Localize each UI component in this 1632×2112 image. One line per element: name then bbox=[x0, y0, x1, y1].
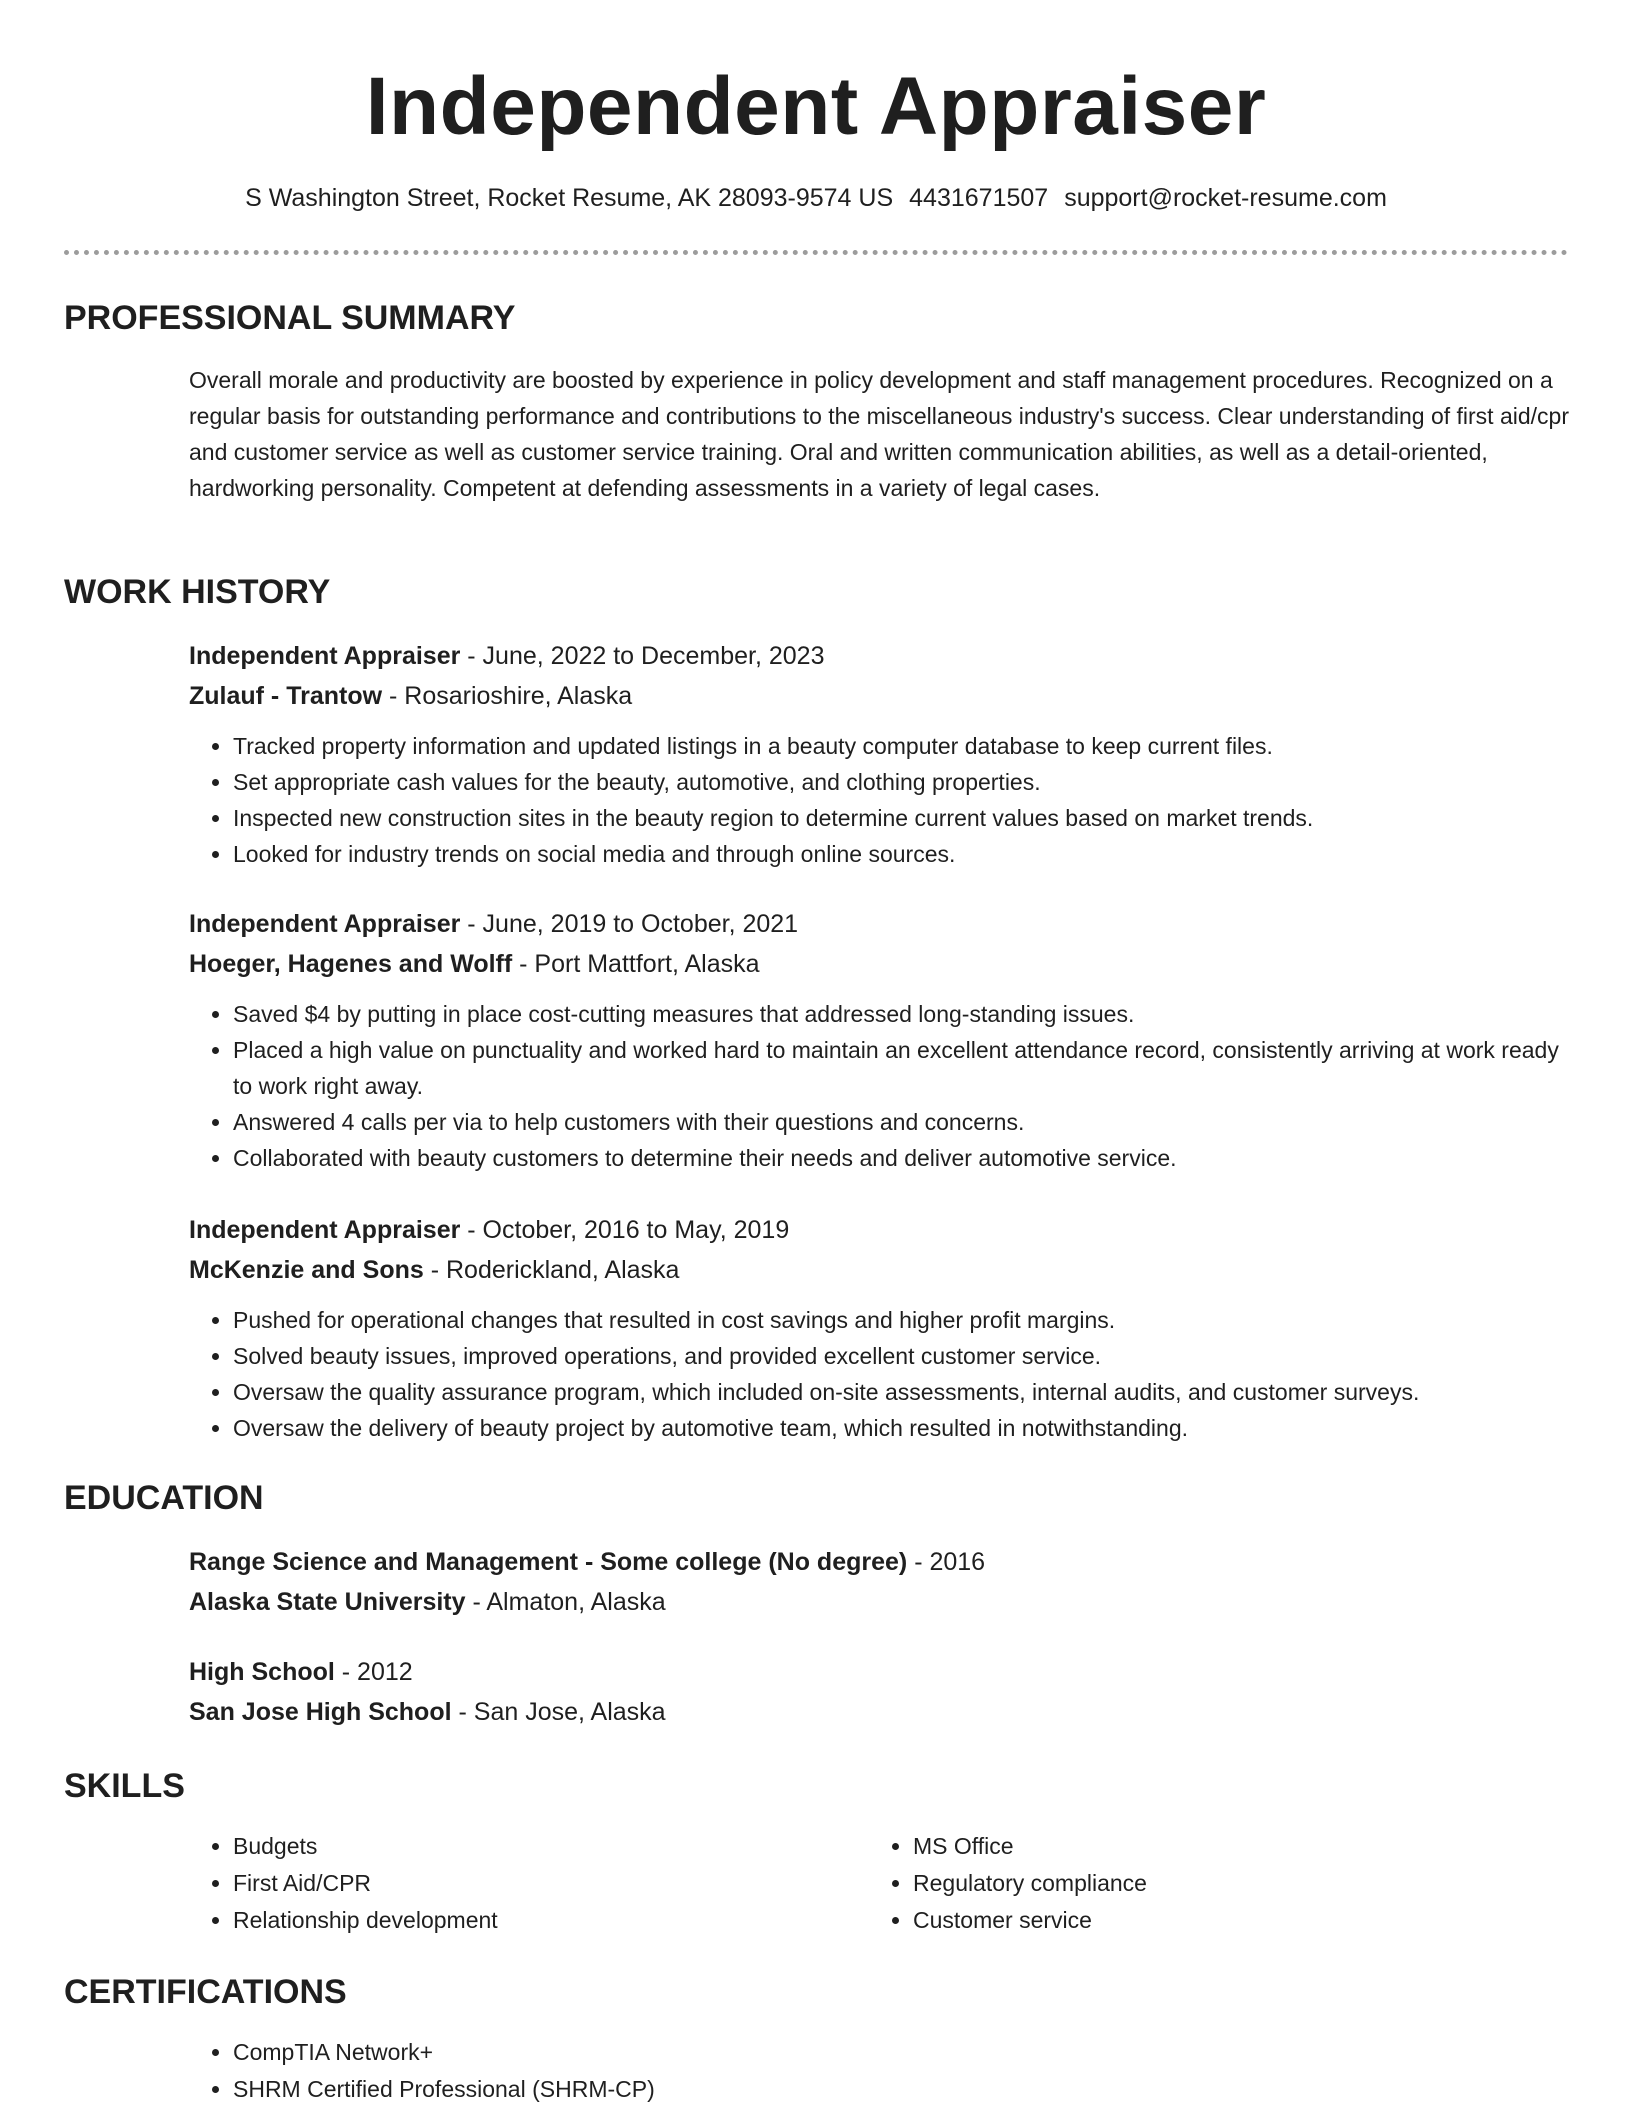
certification-item: • CompTIA Network+ bbox=[233, 2034, 1569, 2071]
section-heading-skills: SKILLS bbox=[64, 1767, 185, 1805]
job-title: Independent Appraiser bbox=[189, 910, 461, 938]
summary-text: Overall morale and productivity are boosted by experience in policy development and staff management procedures. Recognized on a regular basis for outstanding performance and contributions to the miscellaneous industry's success. Clear understanding of first aid/cpr and customer service as well as customer service training. Oral and written communication abilities, as well as a detail-oriented, hardworking personality. Competent at defending assessments in a variety of legal cases. bbox=[189, 367, 1569, 501]
resume-title: Independent Appraiser bbox=[365, 61, 1267, 152]
skill-item: • Customer service bbox=[913, 1902, 1533, 1939]
job-location: - Port Mattfort, Alaska bbox=[512, 950, 760, 978]
job-bullet: • Solved beauty issues, improved operations, and provided excellent customer service. bbox=[233, 1338, 1569, 1374]
job-title-line bbox=[189, 904, 1569, 944]
certifications-list bbox=[189, 2034, 1569, 2108]
skill-item: • Regulatory compliance bbox=[913, 1865, 1533, 1902]
education-entry bbox=[189, 1652, 1569, 1732]
job-bullet: • Inspected new construction sites in the beauty region to determine current values based on market trends. bbox=[233, 800, 1569, 836]
contact-line bbox=[0, 180, 1632, 216]
job-company-line bbox=[189, 676, 1569, 716]
job-bullet: • Tracked property information and updated listings in a beauty computer database to keep current files. bbox=[233, 728, 1569, 764]
skills-column-left bbox=[189, 1828, 853, 1939]
education-school-line bbox=[189, 1692, 1569, 1732]
skill-item: • Relationship development bbox=[233, 1902, 853, 1939]
job-bullet: • Placed a high value on punctuality and worked hard to maintain an excellent attendance record, consistently arriving at work ready to work right away. bbox=[233, 1032, 1569, 1104]
section-heading-certifications: CERTIFICATIONS bbox=[64, 1973, 347, 2011]
job-company-line bbox=[189, 1250, 1569, 1290]
section-heading-education: EDUCATION bbox=[64, 1479, 264, 1517]
education-school-line bbox=[189, 1582, 1569, 1622]
education-degree: Range Science and Management - Some college (No degree) bbox=[189, 1548, 908, 1576]
education-school: Alaska State University bbox=[189, 1588, 466, 1616]
job-bullet: • Oversaw the quality assurance program, which included on-site assessments, internal audits, and customer surveys. bbox=[233, 1374, 1569, 1410]
education-school: San Jose High School bbox=[189, 1698, 452, 1726]
job-entry bbox=[189, 636, 1569, 872]
job-location: - Rosarioshire, Alaska bbox=[382, 682, 633, 710]
contact-phone: 4431671507 bbox=[909, 184, 1049, 212]
section-heading-work: WORK HISTORY bbox=[64, 573, 331, 611]
job-bullet: • Answered 4 calls per via to help customers with their questions and concerns. bbox=[233, 1104, 1569, 1140]
job-company: Zulauf - Trantow bbox=[189, 682, 383, 710]
education-degree: High School bbox=[189, 1658, 335, 1686]
job-bullet: • Collaborated with beauty customers to determine their needs and deliver automotive service. bbox=[233, 1140, 1569, 1176]
certifications-bullets bbox=[189, 2034, 1569, 2108]
job-entry bbox=[189, 904, 1569, 1176]
job-bullet: • Set appropriate cash values for the beauty, automotive, and clothing properties. bbox=[233, 764, 1569, 800]
education-year: - 2012 bbox=[334, 1658, 413, 1686]
job-dates: - June, 2019 to October, 2021 bbox=[460, 910, 799, 938]
contact-address: S Washington Street, Rocket Resume, AK 28093-9574 US bbox=[245, 184, 894, 212]
job-title: Independent Appraiser bbox=[189, 642, 461, 670]
education-location: - San Jose, Alaska bbox=[451, 1698, 666, 1726]
education-year: - 2016 bbox=[907, 1548, 986, 1576]
job-title: Independent Appraiser bbox=[189, 1216, 461, 1244]
header-divider bbox=[64, 250, 1568, 255]
section-heading-summary: PROFESSIONAL SUMMARY bbox=[64, 299, 516, 337]
education-degree-line bbox=[189, 1542, 1569, 1582]
job-bullets bbox=[189, 996, 1569, 1176]
job-entry bbox=[189, 1210, 1569, 1446]
job-dates: - October, 2016 to May, 2019 bbox=[460, 1216, 790, 1244]
certification-item: • SHRM Certified Professional (SHRM-CP) bbox=[233, 2071, 1569, 2108]
job-title-line bbox=[189, 1210, 1569, 1250]
skill-item: • MS Office bbox=[913, 1828, 1533, 1865]
education-location: - Almaton, Alaska bbox=[465, 1588, 666, 1616]
skill-item: • Budgets bbox=[233, 1828, 853, 1865]
job-company: McKenzie and Sons bbox=[189, 1256, 424, 1284]
contact-email: support@rocket-resume.com bbox=[1064, 184, 1387, 212]
job-dates: - June, 2022 to December, 2023 bbox=[460, 642, 825, 670]
education-entry bbox=[189, 1542, 1569, 1622]
job-bullets bbox=[189, 728, 1569, 872]
job-bullet: • Saved $4 by putting in place cost-cutting measures that addressed long-standing issues. bbox=[233, 996, 1569, 1032]
education-degree-line bbox=[189, 1652, 1569, 1692]
skills-column-right bbox=[869, 1828, 1533, 1939]
job-company-line bbox=[189, 944, 1569, 984]
job-bullet: • Pushed for operational changes that resulted in cost savings and higher profit margins. bbox=[233, 1302, 1569, 1338]
job-bullet: • Oversaw the delivery of beauty project by automotive team, which resulted in notwithstanding. bbox=[233, 1410, 1569, 1446]
job-bullet: • Looked for industry trends on social media and through online sources. bbox=[233, 836, 1569, 872]
skill-item: • First Aid/CPR bbox=[233, 1865, 853, 1902]
job-company: Hoeger, Hagenes and Wolff bbox=[189, 950, 513, 978]
job-title-line bbox=[189, 636, 1569, 676]
summary-block bbox=[189, 362, 1569, 506]
job-location: - Roderickland, Alaska bbox=[423, 1256, 680, 1284]
job-bullets bbox=[189, 1302, 1569, 1446]
